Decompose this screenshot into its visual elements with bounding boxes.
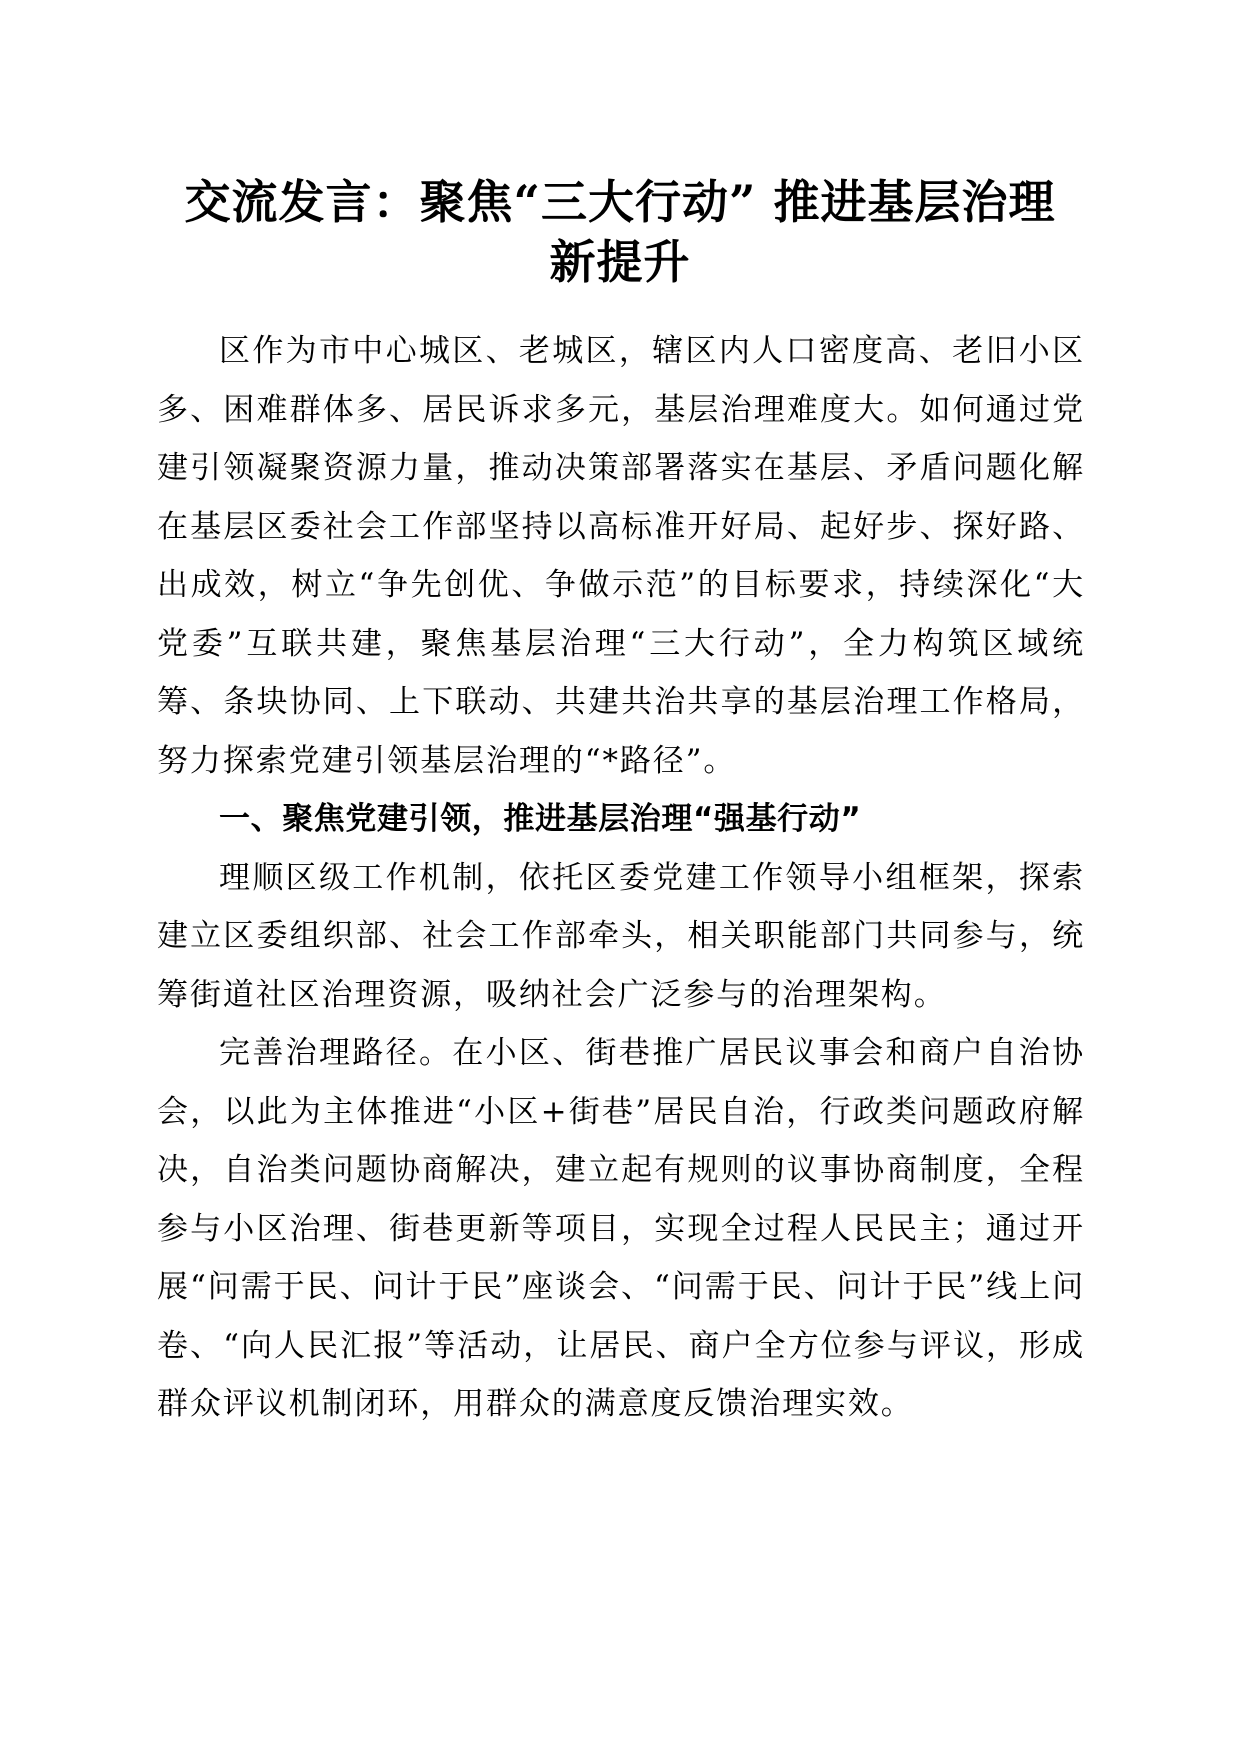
document-body <box>157 322 1085 1434</box>
document-title <box>150 172 1090 292</box>
body-paragraph-governance-path: 完善治理路径。在小区、街巷推广居民议事会和商户自治协会，以此为主体推进“小区+街巷”居民自治，行政类问题政府解决，自治类问题协商解决，建立起有规则的议事协商制度，全程参与小区治理、街巷更新等项目，实现全过程人民民主；通过开展“问需于民、问计于民”座谈会、“问需于民、问计于民”线上问卷、“向人民汇报”等活动，让居民、商户全方位参与评议，形成群众评议机制闭环，用群众的满意度反馈治理实效。 <box>157 1035 1085 1422</box>
title-line-1: 交流发言：聚焦“三大行动” 推进基层治理 <box>184 175 1056 229</box>
title-line-2: 新提升 <box>549 235 691 289</box>
body-paragraph-mechanism: 理顺区级工作机制，依托区委党建工作领导小组框架，探索建立区委组织部、社会工作部牵头，相关职能部门共同参与，统筹街道社区治理资源，吸纳社会广泛参与的治理架构。 <box>157 859 1085 1013</box>
section-heading-1: 一、聚焦党建引领，推进基层治理“强基行动” <box>219 801 862 837</box>
intro-paragraph: 区作为市中心城区、老城区，辖区内人口密度高、老旧小区多、困难群体多、居民诉求多元，基层治理难度大。如何通过党建引领凝聚资源力量，推动决策部署落实在基层、矛盾问题化解在基层区委社会工作部坚持以高标准开好局、起好步、探好路、出成效，树立“争先创优、争做示范”的目标要求，持续深化“大党委”互联共建，聚焦基层治理“三大行动”，全力构筑区域统筹、条块协同、上下联动、共建共治共享的基层治理工作格局，努力探索党建引领基层治理的“*路径”。 <box>157 333 1085 779</box>
